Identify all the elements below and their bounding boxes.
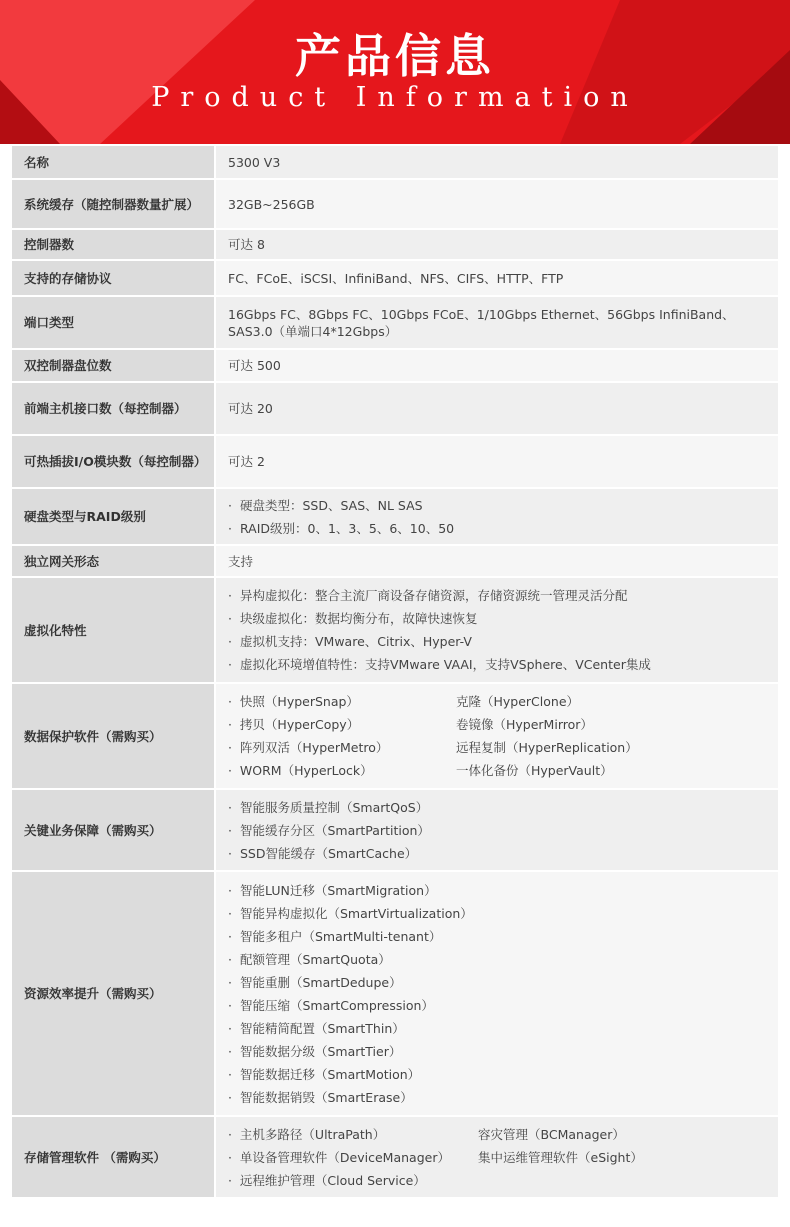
list-item: · 智能数据销毁（SmartErase）: [228, 1086, 768, 1109]
list-item: 集中运维管理软件（eSight）: [478, 1149, 643, 1165]
row-key: 独立网关形态: [12, 545, 215, 577]
row-value: 可达 500: [215, 349, 778, 382]
list-item: 卷镜像（HyperMirror）: [456, 717, 593, 732]
row-value: [215, 1116, 778, 1198]
header-banner: [0, 0, 790, 144]
list-item: · 配额管理（SmartQuota）: [228, 948, 768, 971]
list-item: · 智能精简配置（SmartThin）: [228, 1017, 768, 1040]
row-value: [215, 871, 778, 1116]
row-key: 控制器数: [12, 229, 215, 260]
table-row: [12, 545, 778, 577]
table-row: [12, 488, 778, 545]
row-key: 虚拟化特性: [12, 577, 215, 683]
row-key: 关键业务保障（需购买）: [12, 789, 215, 871]
row-value: 可达 2: [215, 435, 778, 488]
table-row: [12, 260, 778, 296]
storage-management-grid: [228, 1123, 768, 1192]
list-item: · 虚拟机支持：VMware、Citrix、Hyper-V: [228, 630, 768, 653]
list-item: · 智能异构虚拟化（SmartVirtualization）: [228, 902, 768, 925]
table-row: [12, 1116, 778, 1198]
table-row: [12, 146, 778, 179]
list-item: · 远程维护管理（Cloud Service）: [228, 1172, 426, 1188]
list-item: 容灾管理（BCManager）: [478, 1126, 625, 1142]
row-key: 存储管理软件 （需购买）: [12, 1116, 215, 1198]
list-item: 一体化备份（HyperVault）: [456, 763, 613, 778]
table-row: [12, 683, 778, 789]
table-row: [12, 349, 778, 382]
table-row: [12, 179, 778, 229]
list-item: · 主机多路径（UltraPath）: [228, 1126, 386, 1142]
table-row: [12, 382, 778, 435]
row-key: 数据保护软件（需购买）: [12, 683, 215, 789]
page-title: 产品信息: [295, 29, 495, 83]
row-value: 可达 20: [215, 382, 778, 435]
list-item: · 智能缓存分区（SmartPartition）: [228, 819, 768, 842]
business-assurance-list: [228, 796, 768, 865]
table-row: [12, 871, 778, 1116]
row-key: 端口类型: [12, 296, 215, 349]
page-subtitle: Product Information: [151, 82, 639, 113]
list-item: · 智能压缩（SmartCompression）: [228, 994, 768, 1017]
list-item: · 智能多租户（SmartMulti-tenant）: [228, 925, 768, 948]
row-value: 16Gbps FC、8Gbps FC、10Gbps FCoE、1/10Gbps Ethernet、56Gbps InfiniBand、SAS3.0（单端口4*12Gbps）: [215, 296, 778, 349]
list-item: 克隆（HyperClone）: [456, 694, 580, 709]
list-item: [478, 1169, 768, 1192]
virtualization-list: [228, 584, 768, 676]
list-item: · 智能LUN迁移（SmartMigration）: [228, 879, 768, 902]
row-key: 支持的存储协议: [12, 260, 215, 296]
list-item: · 阵列双活（HyperMetro）: [228, 740, 389, 755]
row-value: 可达 8: [215, 229, 778, 260]
row-key: 系统缓存（随控制器数量扩展）: [12, 179, 215, 229]
row-value: [215, 577, 778, 683]
row-key: 双控制器盘位数: [12, 349, 215, 382]
list-item: · WORM（HyperLock）: [228, 763, 373, 778]
row-value: [215, 789, 778, 871]
list-item: · 拷贝（HyperCopy）: [228, 717, 360, 732]
row-value: [215, 683, 778, 789]
list-item: 远程复制（HyperReplication）: [456, 740, 638, 755]
table-row: [12, 577, 778, 683]
list-item: · 智能数据迁移（SmartMotion）: [228, 1063, 768, 1086]
list-item: · 单设备管理软件（DeviceManager）: [228, 1149, 450, 1165]
data-protection-grid: [228, 690, 768, 782]
spec-table: [12, 146, 778, 1199]
row-key: 可热插拔I/O模块数（每控制器）: [12, 435, 215, 488]
disk-raid-list: [228, 494, 768, 540]
table-row: [12, 296, 778, 349]
row-key: 资源效率提升（需购买）: [12, 871, 215, 1116]
row-key: 前端主机接口数（每控制器）: [12, 382, 215, 435]
efficiency-list: [228, 879, 768, 1109]
row-value: 支持: [215, 545, 778, 577]
row-value: [215, 488, 778, 545]
list-item: · 块级虚拟化：数据均衡分布，故障快速恢复: [228, 607, 768, 630]
row-key: 硬盘类型与RAID级别: [12, 488, 215, 545]
table-row: [12, 229, 778, 260]
table-row: [12, 789, 778, 871]
list-item: · SSD智能缓存（SmartCache）: [228, 842, 768, 865]
row-value: FC、FCoE、iSCSI、InfiniBand、NFS、CIFS、HTTP、FTP: [215, 260, 778, 296]
list-item: · 快照（HyperSnap）: [228, 694, 359, 709]
list-item: · 智能数据分级（SmartTier）: [228, 1040, 768, 1063]
list-item: · 智能服务质量控制（SmartQoS）: [228, 796, 768, 819]
row-value: 32GB~256GB: [215, 179, 778, 229]
list-item: · 智能重删（SmartDedupe）: [228, 971, 768, 994]
list-item: · 异构虚拟化：整合主流厂商设备存储资源，存储资源统一管理灵活分配: [228, 584, 768, 607]
list-item: · RAID级别：0、1、3、5、6、10、50: [228, 517, 768, 540]
list-item: · 硬盘类型：SSD、SAS、NL SAS: [228, 494, 768, 517]
list-item: · 虚拟化环境增值特性：支持VMware VAAI，支持VSphere、VCenter集成: [228, 653, 768, 676]
row-value: 5300 V3: [215, 146, 778, 179]
table-row: [12, 435, 778, 488]
row-key: 名称: [12, 146, 215, 179]
